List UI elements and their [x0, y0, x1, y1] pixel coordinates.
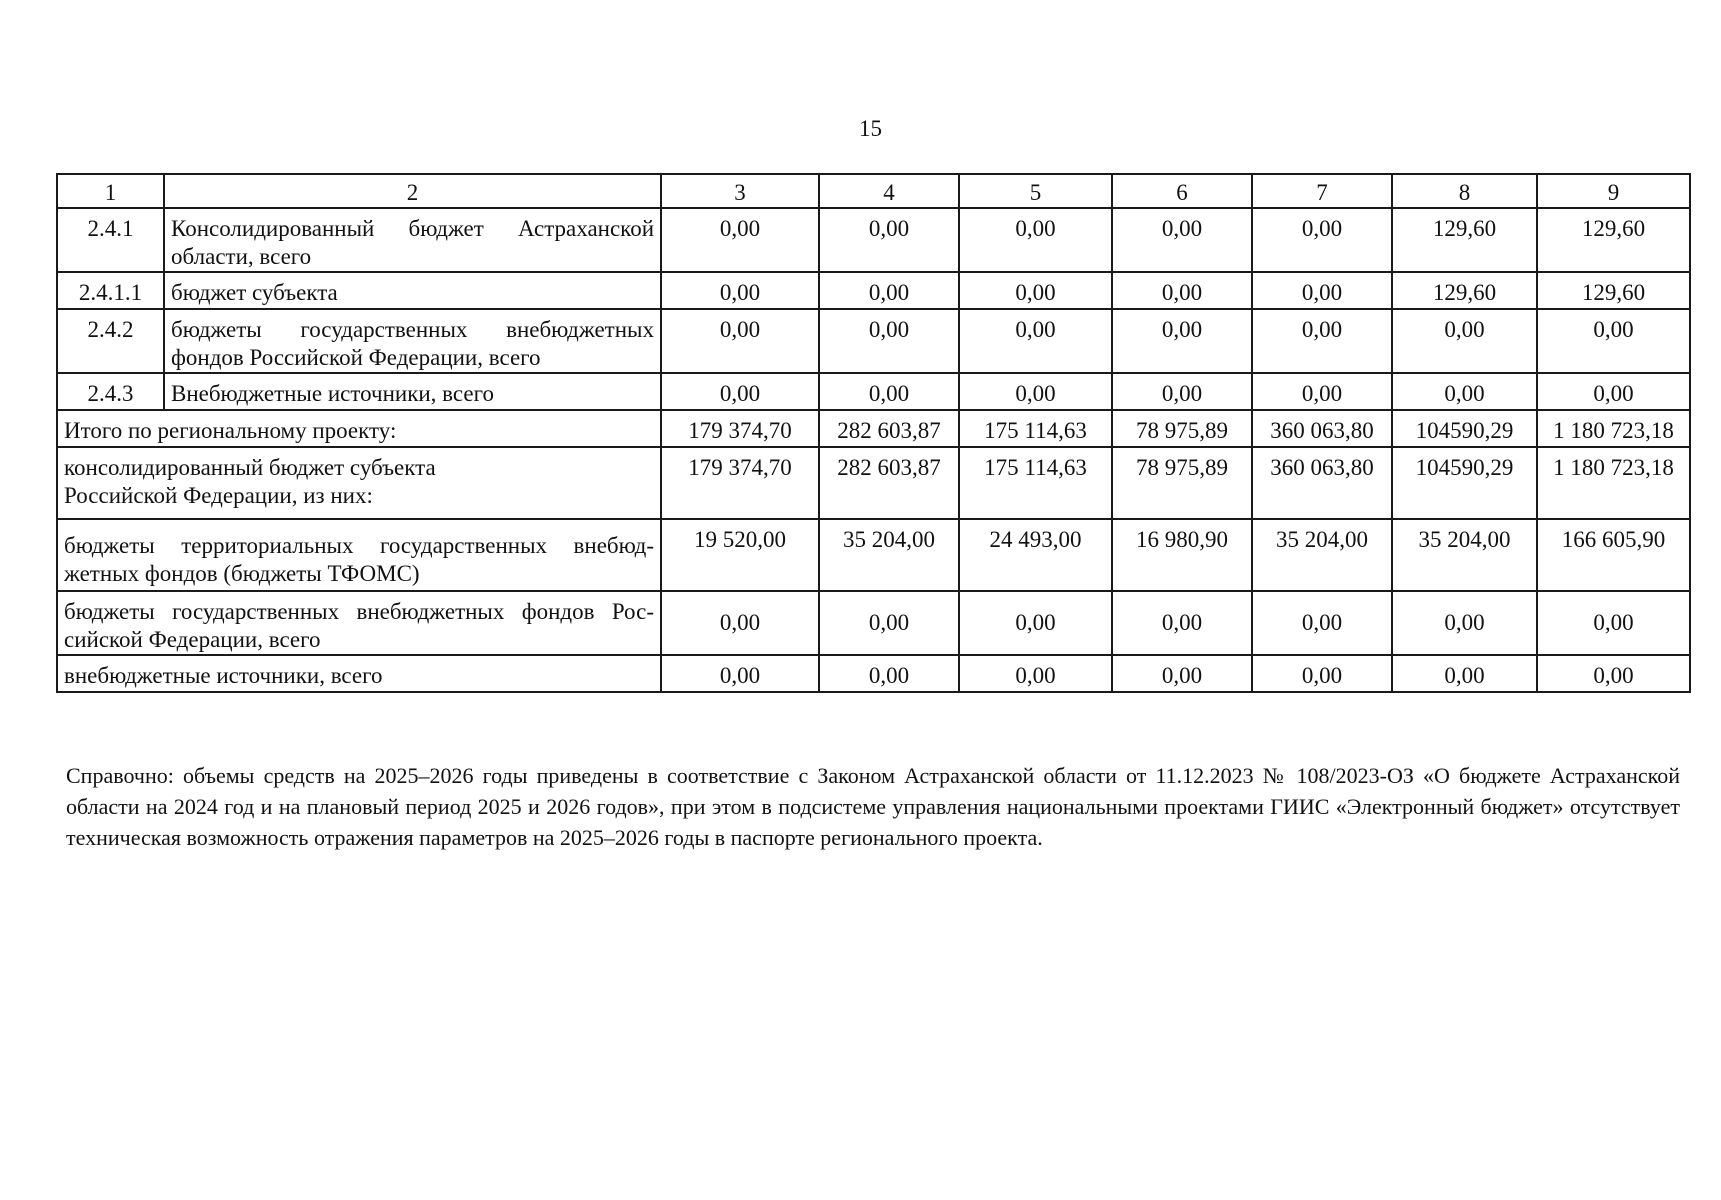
row-value: 0,00 [1537, 373, 1690, 410]
summary-row [57, 410, 1690, 447]
row-value: 129,60 [1392, 272, 1537, 309]
summary-name: бюджеты государственных внебюджетных фондов Рос-сийской Федерации, всего [57, 591, 661, 655]
summary-value: 0,00 [819, 591, 959, 655]
summary-row [57, 519, 1690, 591]
row-value: 0,00 [959, 208, 1112, 272]
table-row [57, 373, 1690, 410]
row-name: бюджет субъекта [164, 272, 661, 309]
page-number: 15 [859, 116, 882, 141]
row-value: 0,00 [661, 373, 819, 410]
summary-value: 35 204,00 [1392, 519, 1537, 591]
row-value: 129,60 [1537, 208, 1690, 272]
summary-value: 0,00 [1112, 591, 1252, 655]
summary-row [57, 447, 1690, 519]
summary-value: 0,00 [819, 655, 959, 692]
row-value: 129,60 [1392, 208, 1537, 272]
summary-value: 16 980,90 [1112, 519, 1252, 591]
column-header: 9 [1537, 174, 1690, 208]
summary-value: 104590,29 [1392, 447, 1537, 519]
row-value: 0,00 [661, 272, 819, 309]
row-value: 0,00 [1252, 373, 1392, 410]
column-header: 1 [57, 174, 164, 208]
column-header: 4 [819, 174, 959, 208]
summary-row [57, 655, 1690, 692]
table-header-row [57, 174, 1690, 208]
summary-value: 179 374,70 [661, 447, 819, 519]
summary-name: Итого по региональному проекту: [57, 410, 661, 447]
row-value: 0,00 [959, 272, 1112, 309]
summary-value: 24 493,00 [959, 519, 1112, 591]
summary-value: 78 975,89 [1112, 410, 1252, 447]
row-code: 2.4.1 [57, 208, 164, 272]
summary-value: 360 063,80 [1252, 447, 1392, 519]
summary-value: 175 114,63 [959, 410, 1112, 447]
row-code: 2.4.2 [57, 309, 164, 373]
summary-value: 179 374,70 [661, 410, 819, 447]
summary-value: 282 603,87 [819, 410, 959, 447]
row-value: 0,00 [1252, 309, 1392, 373]
budget-table [56, 173, 1691, 693]
summary-value: 35 204,00 [1252, 519, 1392, 591]
row-value: 0,00 [661, 208, 819, 272]
summary-value: 35 204,00 [819, 519, 959, 591]
row-value: 0,00 [1537, 309, 1690, 373]
summary-name: бюджеты территориальных государственных внебюд-жетных фондов (бюджеты ТФОМС) [57, 519, 661, 591]
row-value: 0,00 [1252, 208, 1392, 272]
summary-value: 0,00 [1392, 655, 1537, 692]
row-name: бюджеты государственных внебюджетных фондов Российской Федерации, всего [164, 309, 661, 373]
summary-value: 282 603,87 [819, 447, 959, 519]
column-header: 2 [164, 174, 661, 208]
summary-value: 360 063,80 [1252, 410, 1392, 447]
column-header: 5 [959, 174, 1112, 208]
column-header: 8 [1392, 174, 1537, 208]
row-value: 0,00 [661, 309, 819, 373]
row-value: 0,00 [1112, 309, 1252, 373]
row-value: 0,00 [959, 309, 1112, 373]
reference-note: Справочно: объемы средств на 2025–2026 годы приведены в соответствие с Законом Астраханской области от 11.12.2023 № 108/2023-ОЗ «О бюджете Астраханской области на 2024 год и на плановый период 2025 и 2026 годов», при этом в подсистеме управления национальными проектами ГИИС «Электронный бюджет» отсутствует техническая возможность отражения параметров на 2025–2026 годы в паспорте регионального проекта. [66, 763, 1680, 850]
row-value: 0,00 [819, 272, 959, 309]
summary-value: 78 975,89 [1112, 447, 1252, 519]
summary-value: 0,00 [1252, 655, 1392, 692]
summary-name: консолидированный бюджет субъекта Российской Федерации, из них: [57, 447, 661, 519]
summary-value: 166 605,90 [1537, 519, 1690, 591]
summary-value: 104590,29 [1392, 410, 1537, 447]
summary-name: внебюджетные источники, всего [57, 655, 661, 692]
row-value: 129,60 [1537, 272, 1690, 309]
column-header: 3 [661, 174, 819, 208]
summary-value: 0,00 [1392, 591, 1537, 655]
row-value: 0,00 [819, 309, 959, 373]
row-code: 2.4.3 [57, 373, 164, 410]
row-value: 0,00 [1112, 208, 1252, 272]
summary-value: 1 180 723,18 [1537, 447, 1690, 519]
summary-value: 1 180 723,18 [1537, 410, 1690, 447]
summary-value: 0,00 [661, 591, 819, 655]
summary-row [57, 591, 1690, 655]
summary-value: 0,00 [661, 655, 819, 692]
table-row [57, 272, 1690, 309]
row-value: 0,00 [1392, 373, 1537, 410]
summary-value: 0,00 [1112, 655, 1252, 692]
row-value: 0,00 [1392, 309, 1537, 373]
row-value: 0,00 [1112, 272, 1252, 309]
column-header: 6 [1112, 174, 1252, 208]
row-name: Консолидированный бюджет Астраханской области, всего [164, 208, 661, 272]
row-value: 0,00 [1252, 272, 1392, 309]
table-row [57, 208, 1690, 272]
summary-value: 0,00 [1537, 591, 1690, 655]
row-value: 0,00 [819, 208, 959, 272]
summary-value: 0,00 [959, 655, 1112, 692]
column-header: 7 [1252, 174, 1392, 208]
summary-value: 0,00 [959, 591, 1112, 655]
summary-value: 0,00 [1252, 591, 1392, 655]
table-row [57, 309, 1690, 373]
row-value: 0,00 [959, 373, 1112, 410]
row-value: 0,00 [819, 373, 959, 410]
row-code: 2.4.1.1 [57, 272, 164, 309]
summary-value: 0,00 [1537, 655, 1690, 692]
row-value: 0,00 [1112, 373, 1252, 410]
summary-value: 19 520,00 [661, 519, 819, 591]
summary-value: 175 114,63 [959, 447, 1112, 519]
row-name: Внебюджетные источники, всего [164, 373, 661, 410]
